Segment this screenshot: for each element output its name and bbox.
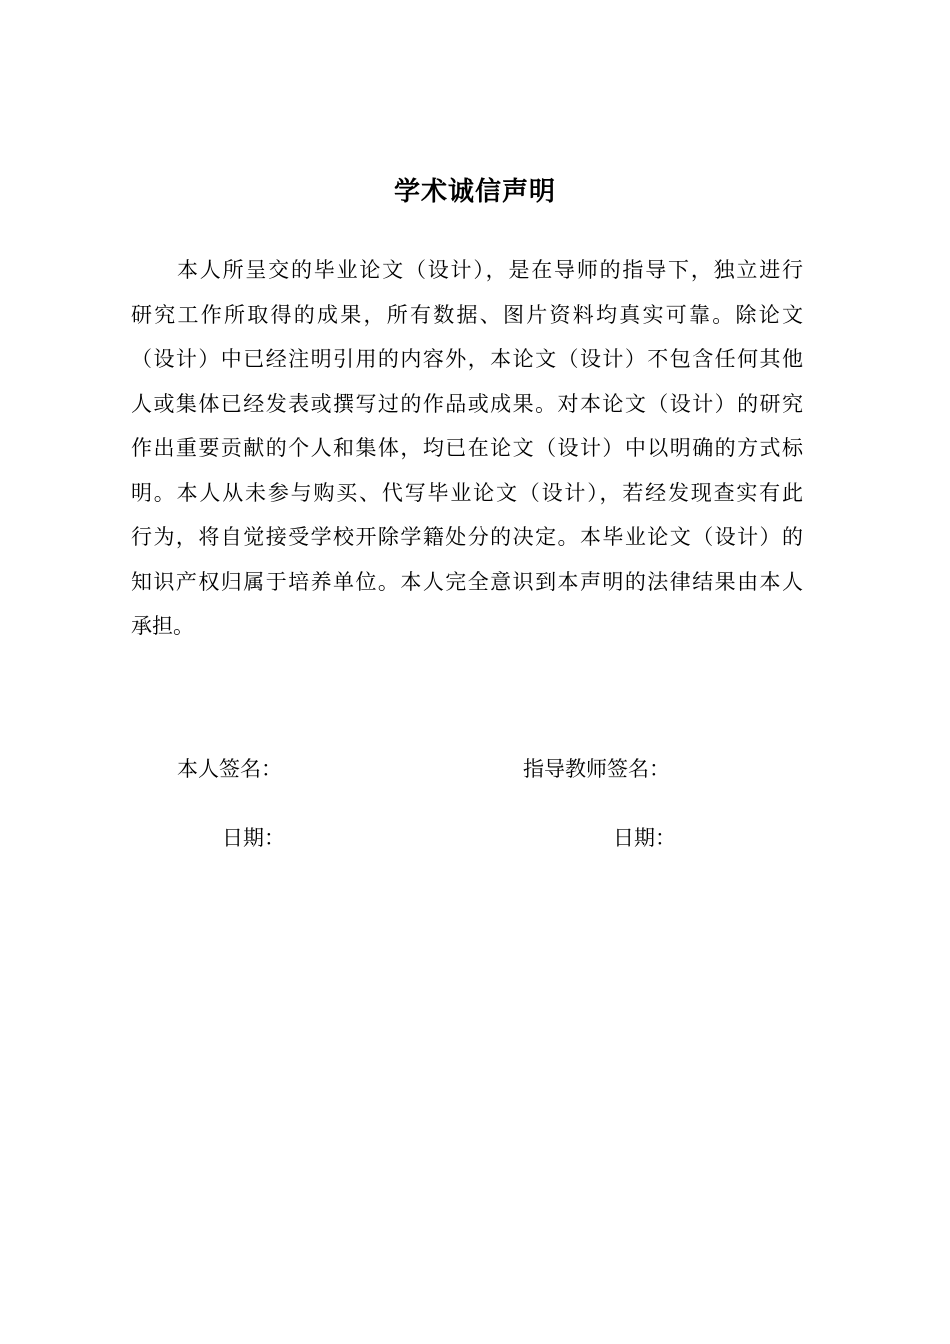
page-title: 学术诚信声明 [393,177,556,207]
body-line-9: 承担。 [131,614,194,638]
body-line-4: 人或集体已经发表或撰写过的作品或成果。对本论文（设计）的研究 [131,391,803,416]
body-line-2: 研究工作所取得的成果，所有数据、图片资料均真实可靠。除论文 [131,302,803,327]
body-line-8: 知识产权归属于培养单位。本人完全意识到本声明的法律结果由本人 [131,569,803,594]
self-date-label: 日期： [222,826,285,850]
body-line-7: 行为，将自觉接受学校开除学籍处分的决定。本毕业论文（设计）的 [131,525,803,549]
body-line-6: 明。本人从未参与购买、代写毕业论文（设计），若经发现查实有此 [131,480,803,505]
body-line-3: （设计）中已经注明引用的内容外，本论文（设计）不包含任何其他 [131,347,803,371]
declaration-body [131,248,803,649]
body-line-1: 本人所呈交的毕业论文（设计），是在导师的指导下，独立进行 [177,258,803,282]
self-signature-label: 本人签名： [177,757,282,781]
body-line-5: 作出重要贡献的个人和集体，均已在论文（设计）中以明确的方式标 [131,436,803,460]
advisor-signature-label: 指导教师签名： [523,757,670,781]
advisor-date-label: 日期： [613,826,676,850]
